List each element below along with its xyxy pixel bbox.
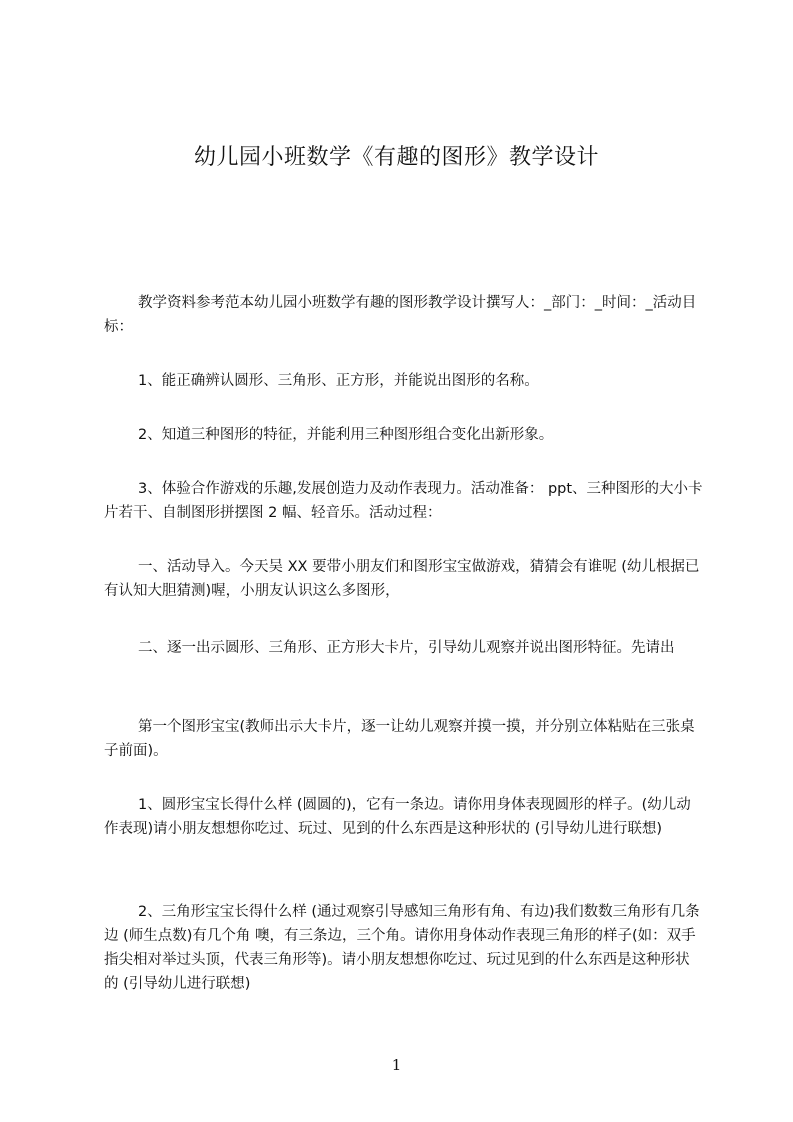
paragraph-goal-1: 1、能正确辨认圆形、三角形、正方形，并能说出图形的名称。 [138,373,539,389]
paragraph-step-1: 一、活动导入。今天吴 XX 要带小朋友们和图形宝宝做游戏，猜猜会有谁呢 (幼儿根据已有认知大胆猜测)喔，小朋友认识这么多图形， [104,559,700,599]
page-number: 1 [391,1056,402,1074]
paragraph-intro: 教学资料参考范本幼儿园小班数学有趣的图形教学设计撰写人：_部门：_时间：_活动目标： [104,295,697,335]
paragraph-goal-3: 3、体验合作游戏的乐趣,发展创造力及动作表现力。活动准备： ppt、三种图形的大小卡片若干、自制图形拼摆图 2 幅、轻音乐。活动过程： [104,481,703,521]
paragraph-goal-2: 2、知道三种图形的特征，并能利用三种图形组合变化出新形象。 [138,427,554,443]
paragraph-step-2: 二、逐一出示圆形、三角形、正方形大卡片，引导幼儿观察并说出图形特征。先请出 [138,640,675,656]
paragraph-circle: 1、圆形宝宝长得什么样 (圆圆的)，它有一条边。请你用身体表现圆形的样子。(幼儿动作表现)请小朋友想想你吃过、玩过、见到的什么东西是这种形状的 (引导幼儿进行联想) [104,797,691,837]
document-title: 幼儿园小班数学《有趣的图形》教学设计 [193,145,599,170]
paragraph-triangle: 2、三角形宝宝长得什么样 (通过观察引导感知三角形有角、有边)我们数数三角形有几条边 (师生点数)有几个角 噢，有三条边，三个角。请你用身体动作表现三角形的样子(如：双手指尖相对举过头顶，代表三角形等)。请小朋友想想你吃过、玩过见到的什么东西是这种形状的 (引导幼儿进行联想) [104,904,700,992]
paragraph-first-shape: 第一个图形宝宝(教师出示大卡片，逐一让幼儿观察并摸一摸，并分别立体粘贴在三张桌子前面)。 [104,719,695,759]
